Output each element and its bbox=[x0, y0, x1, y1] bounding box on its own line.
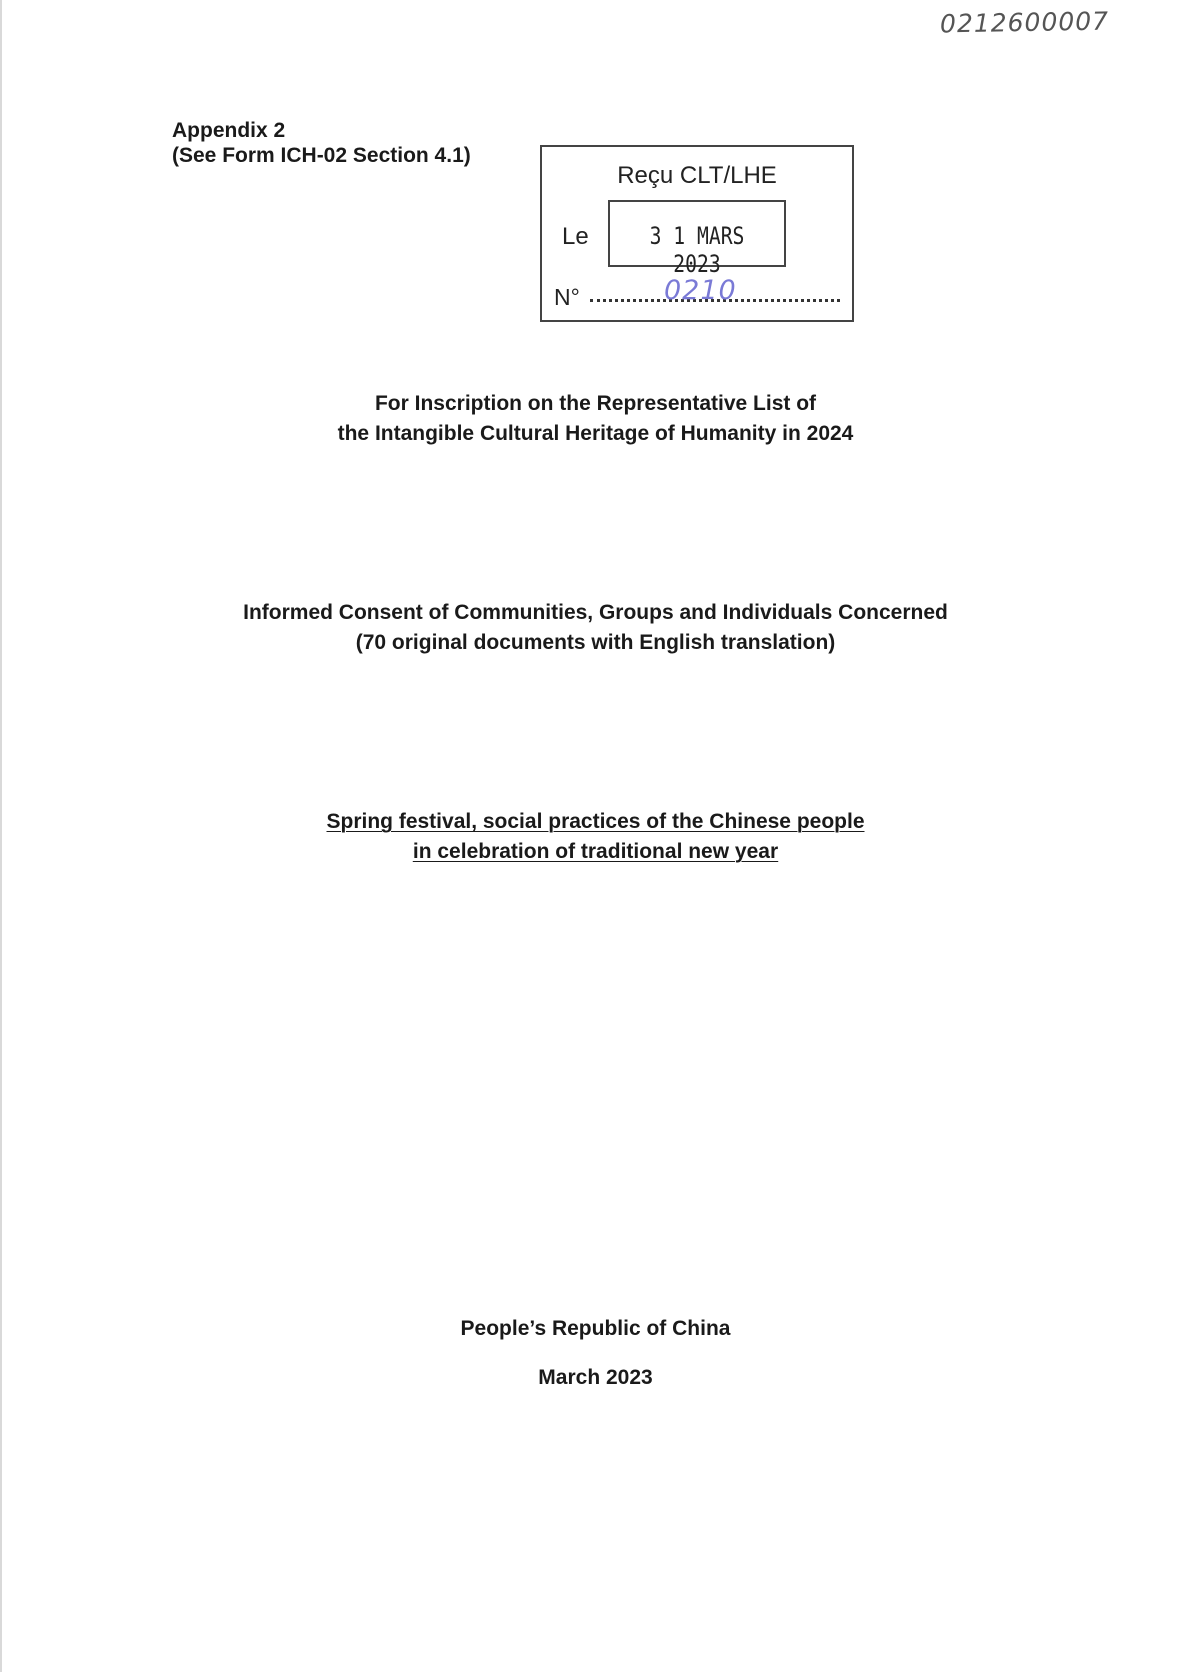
element-name-line-1: Spring festival, social practices of the Chinese people bbox=[326, 810, 865, 833]
stamp-number-label: N° bbox=[554, 284, 580, 310]
element-name-heading bbox=[0, 807, 1191, 867]
stamp-date: 3 1 MARS 2023 bbox=[649, 222, 745, 278]
inscription-heading bbox=[0, 389, 1191, 449]
submission-date: March 2023 bbox=[538, 1366, 653, 1389]
inscription-line-1: For Inscription on the Representative List of bbox=[374, 392, 817, 415]
stamp-date-box bbox=[608, 200, 786, 278]
stamp-date-label: Le bbox=[562, 223, 589, 250]
stamp-title: Reçu CLT/LHE bbox=[617, 162, 777, 189]
consent-line-1: Informed Consent of Communities, Groups and Individuals Concerned bbox=[243, 601, 948, 624]
appendix-title: Appendix 2 bbox=[172, 119, 286, 142]
appendix-form-reference: (See Form ICH-02 Section 4.1) bbox=[172, 144, 471, 167]
element-name-line-2: in celebration of traditional new year bbox=[412, 840, 779, 863]
consent-heading bbox=[0, 598, 1191, 658]
handwritten-reference-number: 0212600007 bbox=[939, 6, 1110, 39]
inscription-line-2: the Intangible Cultural Heritage of Humanity in 2024 bbox=[337, 422, 854, 445]
receipt-stamp bbox=[540, 145, 854, 322]
country-name: People’s Republic of China bbox=[460, 1317, 731, 1340]
consent-line-2: (70 original documents with English translation) bbox=[355, 631, 836, 654]
stamp-handwritten-number: 0210 bbox=[664, 275, 737, 306]
appendix-heading bbox=[172, 118, 471, 168]
